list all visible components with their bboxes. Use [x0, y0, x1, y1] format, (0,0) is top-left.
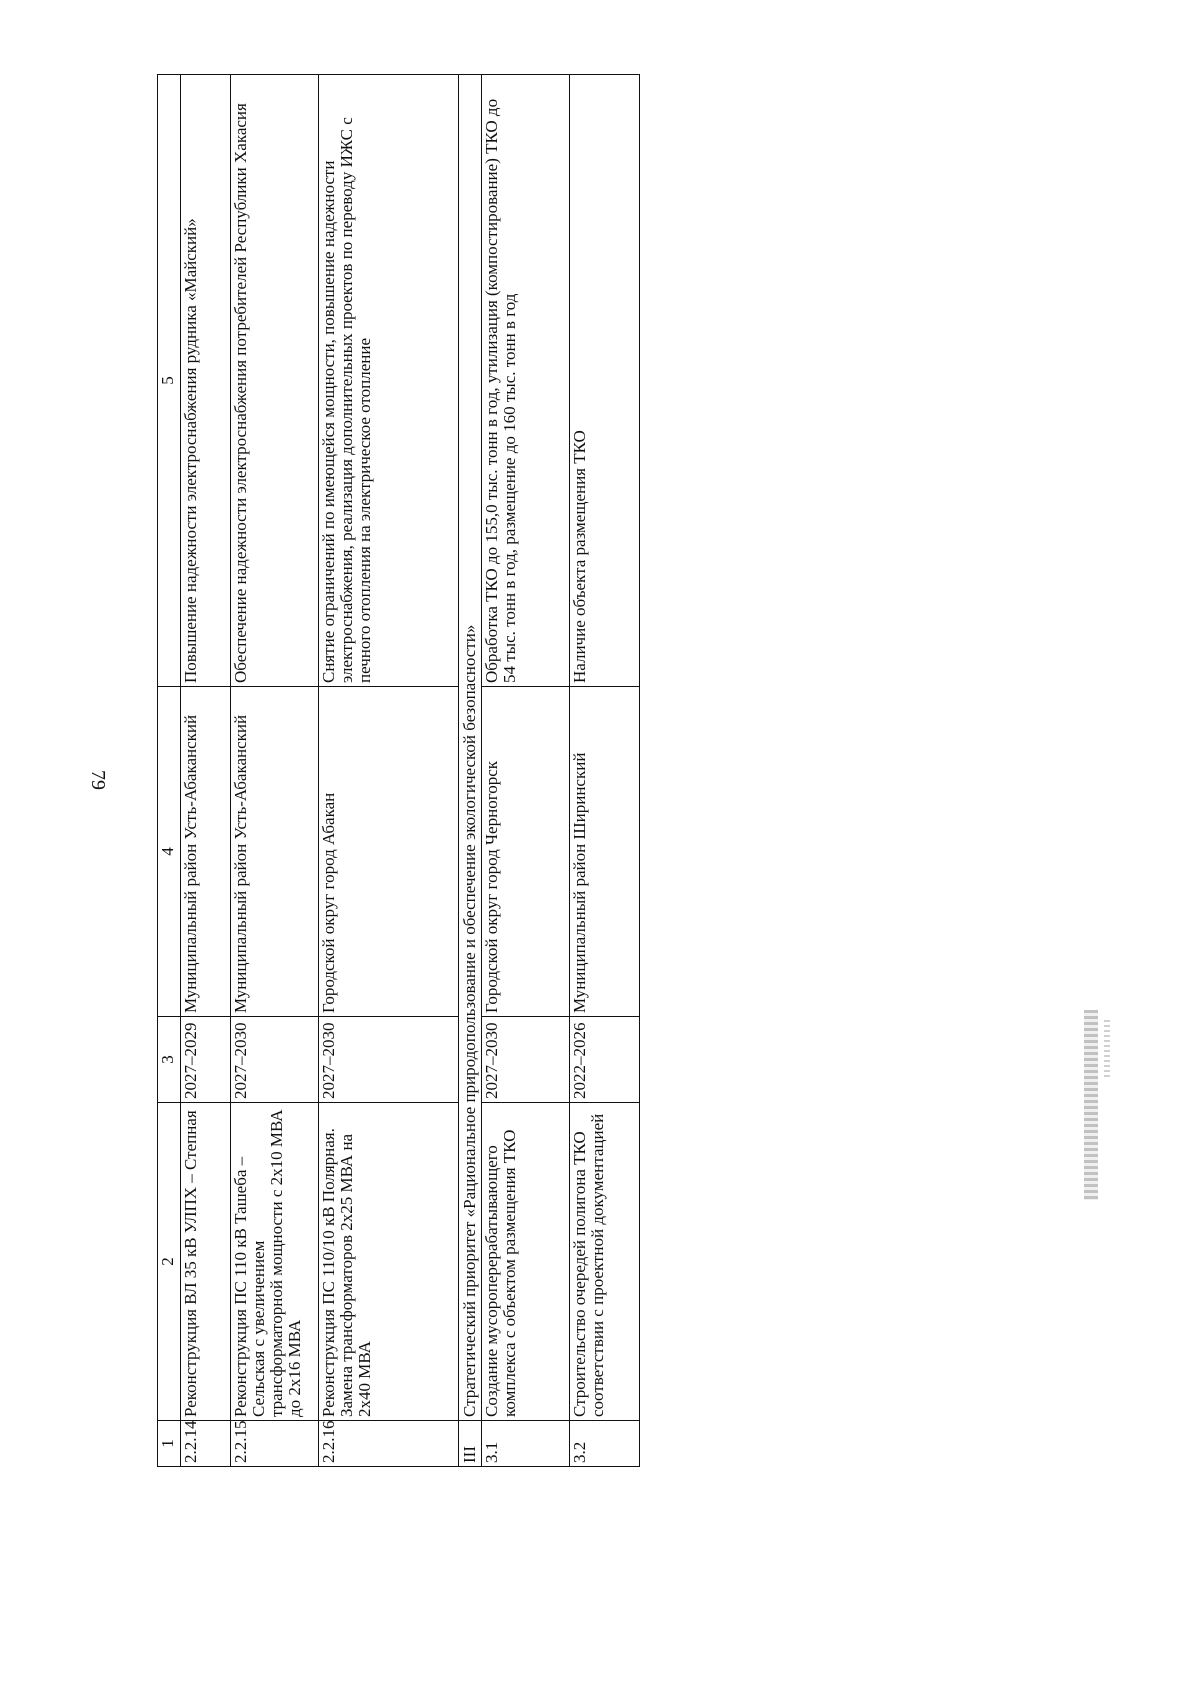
row-place: Муниципальный район Усть-Абаканский: [181, 687, 231, 1017]
row-effect: Обеспечение надежности электроснабжения потребителей Республики Хакасия: [231, 75, 319, 687]
table-row: [570, 75, 640, 1467]
row-name: Реконструкция ВЛ 35 кВ УЛПХ – Степная: [181, 1103, 231, 1421]
page-number: 79: [87, 770, 109, 790]
stamp-mark: [1070, 1010, 1120, 1200]
table-row: [482, 75, 570, 1467]
table-row: [181, 75, 231, 1467]
row-period: 2027–2030: [319, 1017, 459, 1103]
rotated-table-block: [157, 75, 667, 1467]
row-effect: Повышение надежности электроснабжения рудника «Майский»: [181, 75, 231, 687]
row-number: 3.1: [482, 1421, 570, 1467]
row-place: Муниципальный район Ширинский: [570, 687, 640, 1017]
row-name: Реконструкция ПС 110 кВ Ташеба – Сельская с увеличением трансформаторной мощности с 2х10 МВА до 2х16 МВА: [231, 1103, 319, 1421]
section-row: [459, 75, 482, 1467]
row-name: Создание мусороперерабатывающего комплекса с объектом размещения ТКО: [482, 1103, 570, 1421]
header-cell: 2: [158, 1103, 181, 1421]
plan-table: [157, 74, 640, 1467]
row-effect: Снятие ограничений по имеющейся мощности, повышение надежности электроснабжения, реализация дополнительных проектов по переводу ИЖС с печного отопления на электрическое отопление: [319, 75, 459, 687]
row-period: 2027–2030: [231, 1017, 319, 1103]
section-number: III: [459, 1421, 482, 1467]
row-number: 2.2.16: [319, 1421, 459, 1467]
row-place: Городской округ город Абакан: [319, 687, 459, 1017]
row-period: 2027–2030: [482, 1017, 570, 1103]
row-name: Реконструкция ПС 110/10 кВ Полярная. Замена трансформаторов 2х25 МВА на 2х40 МВА: [319, 1103, 459, 1421]
header-cell: 5: [158, 75, 181, 687]
header-cell: 3: [158, 1017, 181, 1103]
row-period: 2027–2029: [181, 1017, 231, 1103]
table-header-row: [158, 75, 181, 1467]
section-title: Стратегический приоритет «Рациональное природопользование и обеспечение экологической безопасности»: [459, 75, 482, 1421]
row-effect: Обработка ТКО до 155,0 тыс. тонн в год, утилизация (компостирование) ТКО до 54 тыс. тонн в год, размещение до 160 тыс. тонн в год: [482, 75, 570, 687]
row-period: 2022–2026: [570, 1017, 640, 1103]
row-number: 2.2.15: [231, 1421, 319, 1467]
row-number: 3.2: [570, 1421, 640, 1467]
table-row: [319, 75, 459, 1467]
row-name: Строительство очередей полигона ТКО соответствии с проектной документацией: [570, 1103, 640, 1421]
table-row: [231, 75, 319, 1467]
row-place: Городской округ город Черногорск: [482, 687, 570, 1017]
row-place: Муниципальный район Усть-Абаканский: [231, 687, 319, 1017]
row-number: 2.2.14: [181, 1421, 231, 1467]
row-effect: Наличие объекта размещения ТКО: [570, 75, 640, 687]
header-cell: 1: [158, 1421, 181, 1467]
header-cell: 4: [158, 687, 181, 1017]
